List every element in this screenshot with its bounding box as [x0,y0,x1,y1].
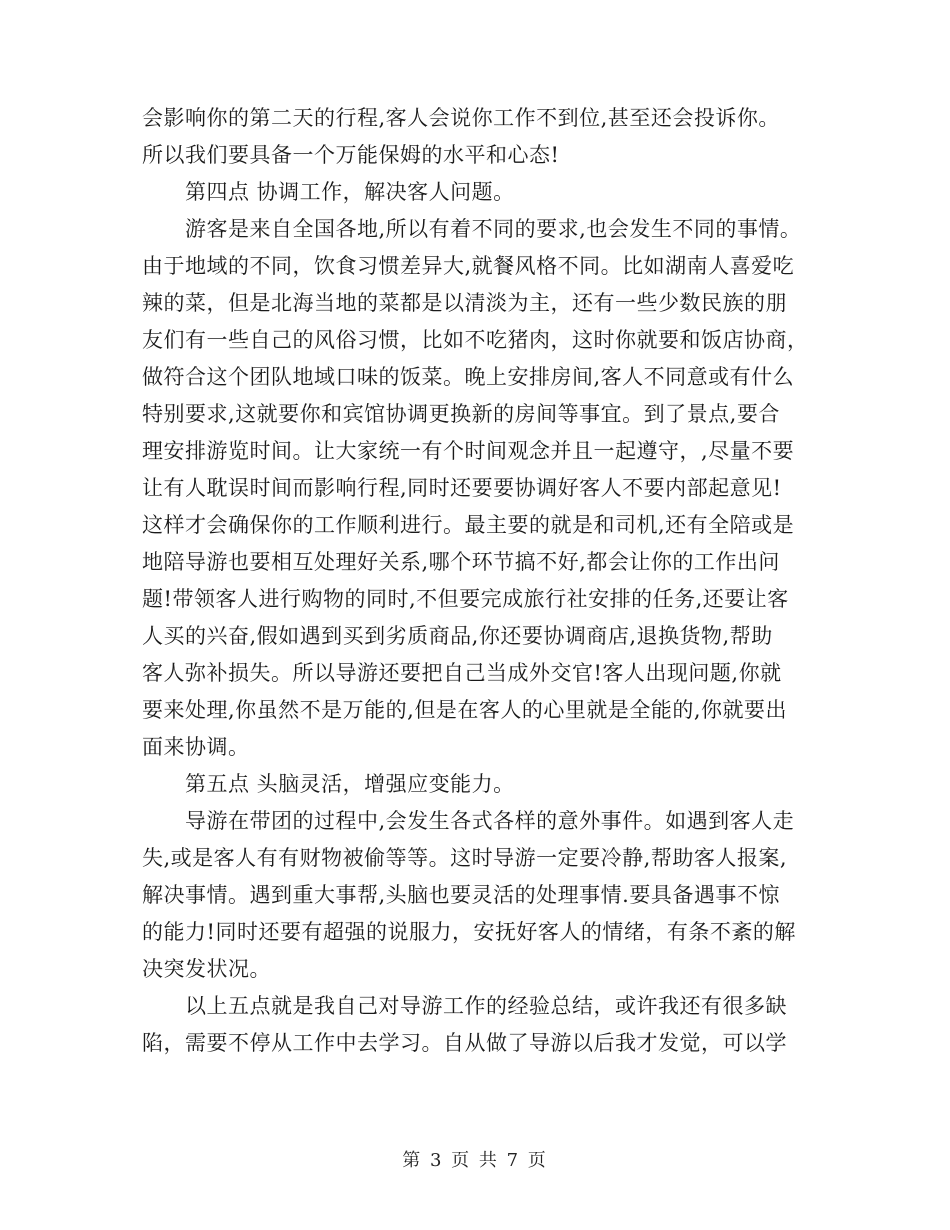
text-line: 特别要求,这就要你和宾馆协调更换新的房间等事宜。到了景点,要合 [142,402,780,426]
text-line: 的能力!同时还要有超强的说服力，安抚好客人的情绪，有条不紊的解 [142,920,796,944]
text-line: 陷，需要不停从工作中去学习。自从做了导游以后我才发觉，可以学 [142,1031,787,1055]
text-line: 面来协调。 [142,735,250,759]
text-line: 理安排游览时间。让大家统一有个时间观念并且一起遵守，,尽量不要 [142,439,795,463]
text-line: 人买的兴奋,假如遇到买到劣质商品,你还要协调商店,退换货物,帮助 [142,624,773,648]
text-line: 要来处理,你虽然不是万能的,但是在客人的心里就是全能的,你就要出 [142,698,788,722]
text-line: 辣的菜，但是北海当地的菜都是以清淡为主，还有一些少数民族的朋 [142,291,787,315]
text-line: 决突发状况。 [142,957,271,981]
document-body [142,100,822,1062]
text-line: 题!带领客人进行购物的同时,不但要完成旅行社安排的任务,还要让客 [142,587,789,611]
text-line: 导游在带团的过程中,会发生各式各样的意外事件。如遇到客人走 [142,809,795,833]
text-line: 这样才会确保你的工作顺利进行。最主要的就是和司机,还有全陪或是 [142,513,795,537]
section-heading-5: 第五点 头脑灵活，增强应变能力。 [142,772,515,796]
text-line: 做符合这个团队地域口味的饭菜。晚上安排房间,客人不同意或有什么 [142,365,795,389]
text-line: 客人弥补损失。所以导游还要把自己当成外交官!客人出现问题,你就 [142,661,782,685]
section-heading-4: 第四点 协调工作，解决客人问题。 [142,180,515,204]
text-line: 解决事情。遇到重大事帮,头脑也要灵活的处理事情.要具备遇事不惊 [142,883,780,907]
text-line: 失,或是客人有有财物被偷等等。这时导游一定要冷静,帮助客人报案, [142,846,788,870]
text-line: 所以我们要具备一个万能保姆的水平和心态! [142,143,560,167]
text-line: 友们有一些自己的风俗习惯，比如不吃猪肉，这时你就要和饭店协商， [142,328,809,352]
text-line: 游客是来自全国各地,所以有着不同的要求,也会发生不同的事情。 [142,217,802,241]
text-line: 地陪导游也要相互处理好关系,哪个环节搞不好,都会让你的工作出问 [142,550,780,574]
text-line: 由于地域的不同，饮食习惯差异大,就餐风格不同。比如湖南人喜爱吃 [142,254,795,278]
page-number-footer: 第 3 页 共 7 页 [402,1150,548,1171]
text-line: 以上五点就是我自己对导游工作的经验总结，或许我还有很多缺 [142,994,787,1018]
text-line: 会影响你的第二天的行程,客人会说你工作不到位,甚至还会投诉你。 [142,106,780,130]
text-line: 让有人耽误时间而影响行程,同时还要要协调好客人不要内部起意见! [142,476,782,500]
